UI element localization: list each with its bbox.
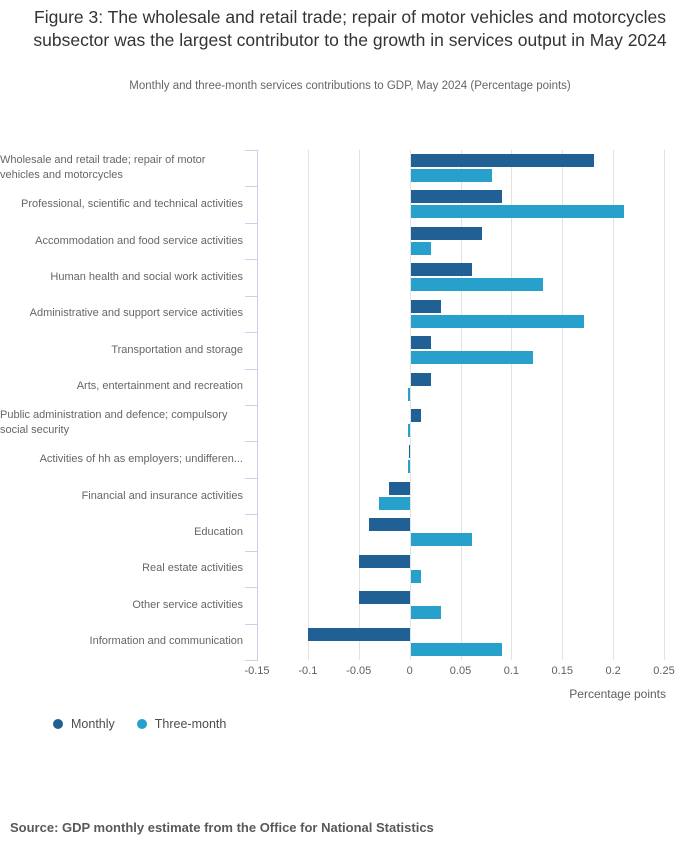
bar-monthly-9[interactable] [389,482,409,495]
category-tick [245,405,257,406]
bar-monthly-11[interactable] [359,555,410,568]
category-label [0,223,243,259]
category-label [0,514,243,550]
legend-item-three-month[interactable] [137,717,227,731]
bar-three-month-8[interactable] [408,460,410,473]
category-label [0,478,243,514]
bar-three-month-7[interactable] [408,424,410,437]
bar-three-month-1[interactable] [411,205,625,218]
category-tick [245,478,257,479]
bar-monthly-5[interactable] [411,336,431,349]
category-label-text: Arts, entertainment and recreation [76,380,243,393]
category-tick [245,332,257,333]
category-tick [245,296,257,297]
chart-title-text: Figure 3: The wholesale and retail trade; repair of motor vehicles and motorcycles subsector was the largest contributor to the growth in services output in May 2024 [33,7,667,50]
y-axis-line [257,150,258,661]
category-label-text: Information and communication [89,635,243,648]
bar-three-month-5[interactable] [411,351,533,364]
gridline [562,150,563,660]
category-label-text: Wholesale and retail trade; repair of motor vehicles and motorcycles [0,154,206,182]
bar-monthly-2[interactable] [411,227,482,240]
bar-monthly-7[interactable] [411,409,421,422]
category-label-text: Financial and insurance activities [81,489,243,502]
category-label [0,150,243,186]
x-tick-label: 0.15 [551,665,573,678]
gridline [511,150,512,660]
category-label [0,296,243,332]
category-tick [245,660,257,661]
legend-label: Monthly [71,717,115,731]
category-tick [245,441,257,442]
chart-legend [53,714,226,734]
legend-dot-icon [137,719,147,729]
x-tick-label: -0.05 [346,665,372,678]
bar-three-month-6[interactable] [408,388,410,401]
bar-three-month-11[interactable] [411,570,421,583]
bar-three-month-9[interactable] [379,497,410,510]
category-label-text: Other service activities [132,598,243,611]
category-label-text: Real estate activities [142,562,243,575]
bar-monthly-10[interactable] [369,518,410,531]
category-label [0,587,243,623]
category-tick [245,551,257,552]
bar-three-month-3[interactable] [411,278,543,291]
category-label-text: Human health and social work activities [50,270,243,283]
bar-monthly-12[interactable] [359,591,410,604]
category-label [0,186,243,222]
x-tick-label: 0.05 [449,665,472,678]
category-tick [245,369,257,370]
category-label [0,441,243,477]
bar-monthly-4[interactable] [411,300,442,313]
bar-monthly-6[interactable] [411,373,431,386]
bar-three-month-2[interactable] [411,242,431,255]
bar-three-month-12[interactable] [411,606,442,619]
legend-dot-icon [53,719,63,729]
bar-three-month-0[interactable] [411,169,492,182]
category-label [0,259,243,295]
category-label-text: Accommodation and food service activities [35,234,243,247]
x-tick-label: 0 [406,665,413,678]
category-label-text: Activities of hh as employers; undifferen... [39,453,243,466]
category-label-text: Education [194,526,243,538]
category-tick [245,624,257,625]
category-label [0,551,243,587]
bar-chart [0,150,700,716]
category-tick [245,587,257,588]
chart-title [0,6,700,51]
legend-label: Three-month [154,717,227,731]
chart-subtitle: Monthly and three-month services contributions to GDP, May 2024 (Percentage points) [129,80,571,92]
gridline [664,150,665,660]
x-tick-label: 0.2 [605,665,621,678]
bar-three-month-10[interactable] [411,533,472,546]
category-label [0,369,243,405]
x-tick-label: 0.1 [503,665,520,678]
bar-monthly-1[interactable] [411,190,503,203]
x-tick-label: 0.25 [653,665,675,678]
category-label [0,405,243,441]
gridline [359,150,360,660]
x-tick-label: -0.1 [298,665,318,678]
category-label-text: Public administration and defence; compulsory social security [0,409,228,437]
category-tick [245,223,257,224]
source-text: Source: GDP monthly estimate from the Office for National Statistics [10,820,434,835]
category-label [0,624,243,660]
bar-three-month-13[interactable] [411,643,503,656]
gridline [308,150,309,660]
category-label-text: Professional, scientific and technical activities [21,198,243,211]
bar-monthly-3[interactable] [411,263,472,276]
bar-monthly-0[interactable] [411,154,594,167]
x-tick-label: -0.15 [244,665,270,678]
category-tick [245,259,257,260]
bar-monthly-8[interactable] [409,445,410,458]
bar-three-month-4[interactable] [411,315,584,328]
category-tick [245,186,257,187]
category-label-text: Transportation and storage [111,343,243,356]
category-tick [245,514,257,515]
category-tick [245,150,257,151]
category-label [0,332,243,368]
bar-monthly-13[interactable] [308,628,410,641]
category-label-text: Administrative and support service activities [29,307,243,320]
x-axis-title: Percentage points [569,687,666,701]
gridline [613,150,614,660]
legend-item-monthly[interactable] [53,717,115,731]
